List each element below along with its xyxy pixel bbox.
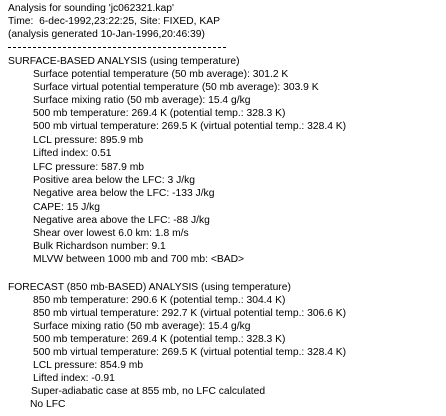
header-separator [8, 47, 226, 48]
surface-line: Surface mixing ratio (50 mb average): 15.4 g/kg [33, 95, 251, 106]
forecast-line: Lifted index: -0.91 [33, 373, 115, 384]
report-time-line: Time: 6-dec-1992,23:22:25, Site: FIXED, KAP [8, 16, 220, 27]
report-title: Analysis for sounding 'jc062321.kap' [8, 3, 174, 14]
surface-line: Negative area below the LFC: -133 J/kg [33, 188, 215, 199]
surface-line: 500 mb virtual temperature: 269.5 K (virtual potential temp.: 328.4 K) [33, 121, 347, 132]
surface-line: Shear over lowest 6.0 km: 1.8 m/s [33, 228, 189, 239]
surface-line: LCL pressure: 895.9 mb [33, 135, 144, 146]
forecast-line: 850 mb temperature: 290.6 K (potential temp.: 304.4 K) [33, 295, 286, 306]
surface-analysis-heading: SURFACE-BASED ANALYSIS (using temperature) [8, 56, 240, 67]
forecast-note: No LFC [30, 399, 66, 410]
forecast-line: 500 mb temperature: 269.4 K (potential temp.: 328.3 K) [33, 334, 286, 345]
forecast-line: LCL pressure: 854.9 mb [33, 360, 144, 371]
surface-line: Bulk Richardson number: 9.1 [33, 241, 166, 252]
surface-line: 500 mb temperature: 269.4 K (potential temp.: 328.3 K) [33, 108, 286, 119]
surface-line: Surface potential temperature (50 mb average): 301.2 K [33, 69, 289, 80]
surface-line: MLVW between 1000 mb and 700 mb: <BAD> [33, 254, 245, 265]
surface-line: LFC pressure: 587.9 mb [33, 162, 145, 173]
surface-line: CAPE: 15 J/kg [33, 202, 100, 213]
forecast-line: Surface mixing ratio (50 mb average): 15.4 g/kg [33, 321, 251, 332]
surface-line: Negative area above the LFC: -88 J/kg [33, 215, 210, 226]
forecast-analysis-heading: FORECAST (850 mb-BASED) ANALYSIS (using temperature) [8, 282, 291, 293]
surface-line: Lifted index: 0.51 [33, 148, 112, 159]
surface-line: Positive area below the LFC: 3 J/kg [33, 175, 195, 186]
forecast-line: 850 mb virtual temperature: 292.7 K (virtual potential temp.: 306.6 K) [33, 308, 347, 319]
forecast-line: 500 mb virtual temperature: 269.5 K (virtual potential temp.: 328.4 K) [33, 347, 347, 358]
forecast-note: Super-adiabatic case at 855 mb, no LFC calculated [31, 386, 266, 397]
surface-line: Surface virtual potential temperature (50 mb average): 303.9 K [33, 82, 319, 93]
report-generated-line: (analysis generated 10-Jan-1996,20:46:39) [8, 29, 205, 40]
